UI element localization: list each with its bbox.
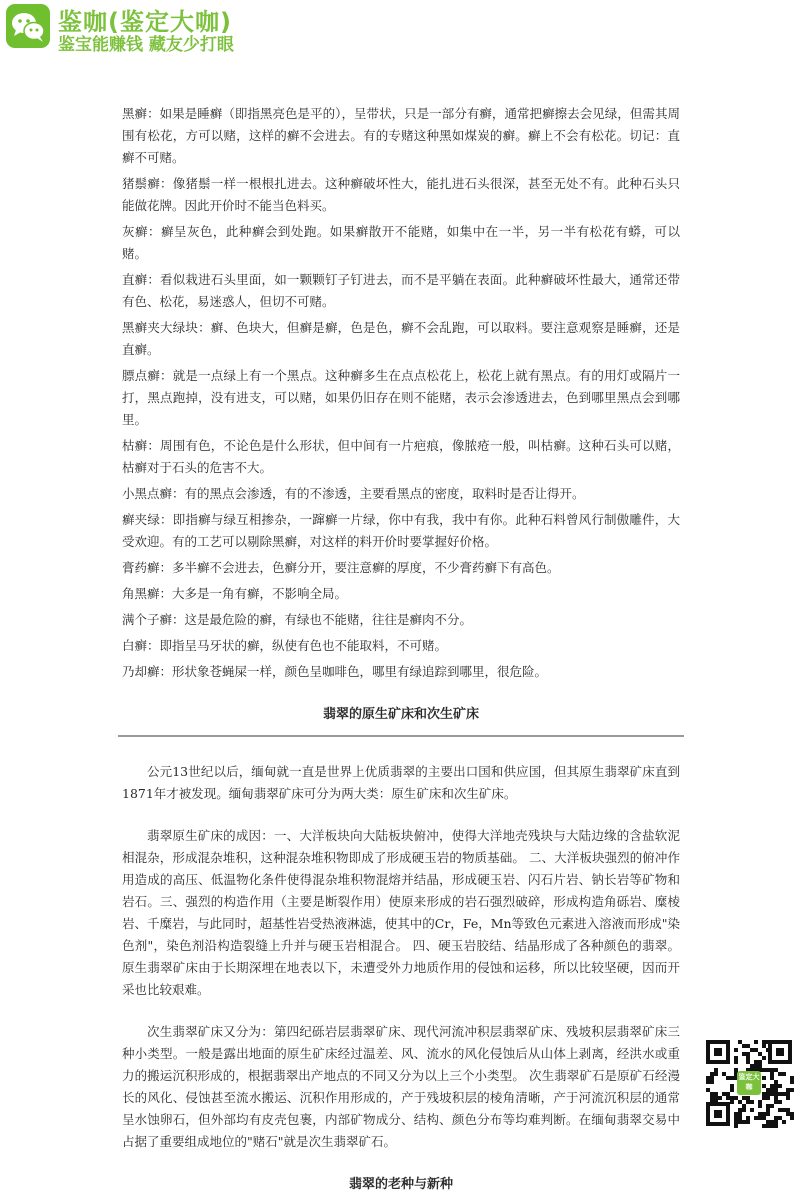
entry-dot-defect: 膘点癣：就是一点绿上有一个黑点。这种癣多生在点点松花上，松花上就有黑点。有的用灯或隔片一打，黑点跑掉，没有进支，可以赌，如果仍旧存在则不能赌，表示会渗透进去，色到哪里黑点会到哪里。 (122, 368, 680, 427)
section-divider (118, 735, 684, 737)
paragraph-secondary-deposit: 次生翡翠矿床又分为：第四纪砾岩层翡翠矿床、现代河流冲积层翡翠矿床、残坡积层翡翠矿床三种小类型。一般是露出地面的原生矿床经过温差、风、流水的风化侵蚀后从山体上剥离，经洪水或重力的搬运沉积形成的，根据翡翠出产地点的不同又分为以上三个小类型。 次生翡翠矿石是原矿石经漫长的风化、侵蚀甚至流水搬运、沉积作用形成的，产于残坡积层的棱角清晰，产于河流沉积层的通常呈水蚀卵石，但外部均有皮壳包裹，内部矿物成分、结构、颜色分布等均难判断。在缅甸翡翠交易中占据了重要组成地位的"赌石"就是次生翡翠矿石。 (122, 1024, 680, 1149)
entry-defect-with-green: 癣夹绿：即指癣与绿互相掺杂，一蹿癣一片绿，你中有我，我中有你。此种石料曾风行制傲雕件，大受欢迎。有的工艺可以剔除黑癣，对这样的料开价时要掌握好价格。 (122, 512, 680, 549)
brand-slogan: 鉴宝能赚钱 藏友少打眼 (58, 35, 234, 55)
entry-gray-defect: 灰癣：癣呈灰色，此种癣会到处跑。如果癣散开不能赌，如集中在一半，另一半有松花有蟒，可以赌。 (122, 224, 680, 261)
brand-title: 鉴咖(鉴定大咖) (58, 8, 232, 36)
qr-badge: 鉴定大咖 (738, 1073, 760, 1091)
section-title-deposits: 翡翠的原生矿床和次生矿床 (322, 707, 479, 722)
qr-code-icon (704, 1038, 794, 1128)
section-title-old-new: 翡翠的老种与新种 (348, 1177, 453, 1192)
site-header (0, 0, 260, 56)
entry-white-defect: 白癣：即指呈马牙状的癣，纵使有色也不能取料，不可赌。 (122, 638, 448, 653)
entry-bristle-defect: 猪鬃癣：像猪鬃一样一根根扎进去。这种癣破坏性大，能扎进石头很深，甚至无处不有。此种石头只能做花牌。因此开价时不能当色料买。 (122, 176, 680, 213)
entry-straight-defect: 直癣：看似栽进石头里面，如一颗颗钉子钉进去，而不是平躺在表面。此种癣破坏性最大，通常还带有色、松花，易迷惑人，但切不可赌。 (122, 272, 680, 309)
entry-full-defect: 满个子癣：这是最危险的癣，有绿也不能赌，往往是癣肉不分。 (122, 612, 473, 627)
wechat-bubbles-icon (6, 4, 50, 48)
entry-corner-black: 角黑癣：大多是一角有癣，不影响全局。 (122, 586, 348, 601)
entry-black-green-block: 黑癣夹大绿块：癣、色块大，但癣是癣，色是色，癣不会乱跑，可以取料。要注意观察是睡癣，还是直癣。 (122, 320, 680, 357)
entry-black-defect: 黑癣：如果是睡癣（即指黑亮色是平的），呈带状，只是一部分有癣，通常把癣擦去会见绿，但需其周围有松花，方可以赌，这样的癣不会进去。有的专赌这种黑如煤炭的癣。癣上不会有松花。切记：直癣不可赌。 (122, 106, 680, 165)
document-body (122, 103, 680, 1195)
entry-withered-defect: 枯癣：周围有色，不论色是什么形状，但中间有一片疤痕，像脓疮一般，叫枯癣。这种石头可以赌，枯癣对于石头的危害不大。 (122, 438, 680, 475)
paragraph-intro: 公元13世纪以后，缅甸就一直是世界上优质翡翠的主要出口国和供应国，但其原生翡翠矿床直到1871年才被发现。缅甸翡翠矿床可分为两大类：原生矿床和次生矿床。 (122, 764, 680, 801)
entry-small-black-dot: 小黑点癣：有的黑点会渗透，有的不渗透，主要看黑点的密度，取料时是否让得开。 (122, 486, 585, 501)
entry-plaster-defect: 膏药癣：多半癣不会进去，色癣分开，要注意癣的厚度，不少膏药癣下有高色。 (122, 560, 560, 575)
entry-naique-defect: 乃却癣：形状象苍蝇屎一样，颜色呈咖啡色，哪里有绿追踪到哪里，很危险。 (122, 664, 548, 679)
paragraph-primary-deposit: 翡翠原生矿床的成因：一、大洋板块向大陆板块俯冲，使得大洋地壳残块与大陆边缘的含盐软泥相混杂，形成混杂堆积，这种混杂堆积物即成了形成硬玉岩的物质基础。 二、大洋板块强烈的俯冲作用造成的高压、低温物化条件使得混杂堆积物混熔并结晶，形成硬玉岩、闪石片岩、钠长岩等矿物和岩石。三、强烈的构造作用（主要是断裂作用）使原来形成的岩石强烈破碎，形成构造角砾岩、糜棱岩、千糜岩，与此同时，超基性岩受热液淋滤，使其中的Cr，Fe，Mn等致色元素进入溶液而形成"染色剂"，染色剂沿构造裂缝上升并与硬玉岩相混合。 四、硬玉岩胶结、结晶形成了各种颜色的翡翠。 原生翡翠矿床由于长期深埋在地表以下，未遭受外力地质作用的侵蚀和运移，所以比较坚硬，因而开采也比较艰难。 (122, 828, 680, 997)
defect-entries (122, 103, 680, 683)
